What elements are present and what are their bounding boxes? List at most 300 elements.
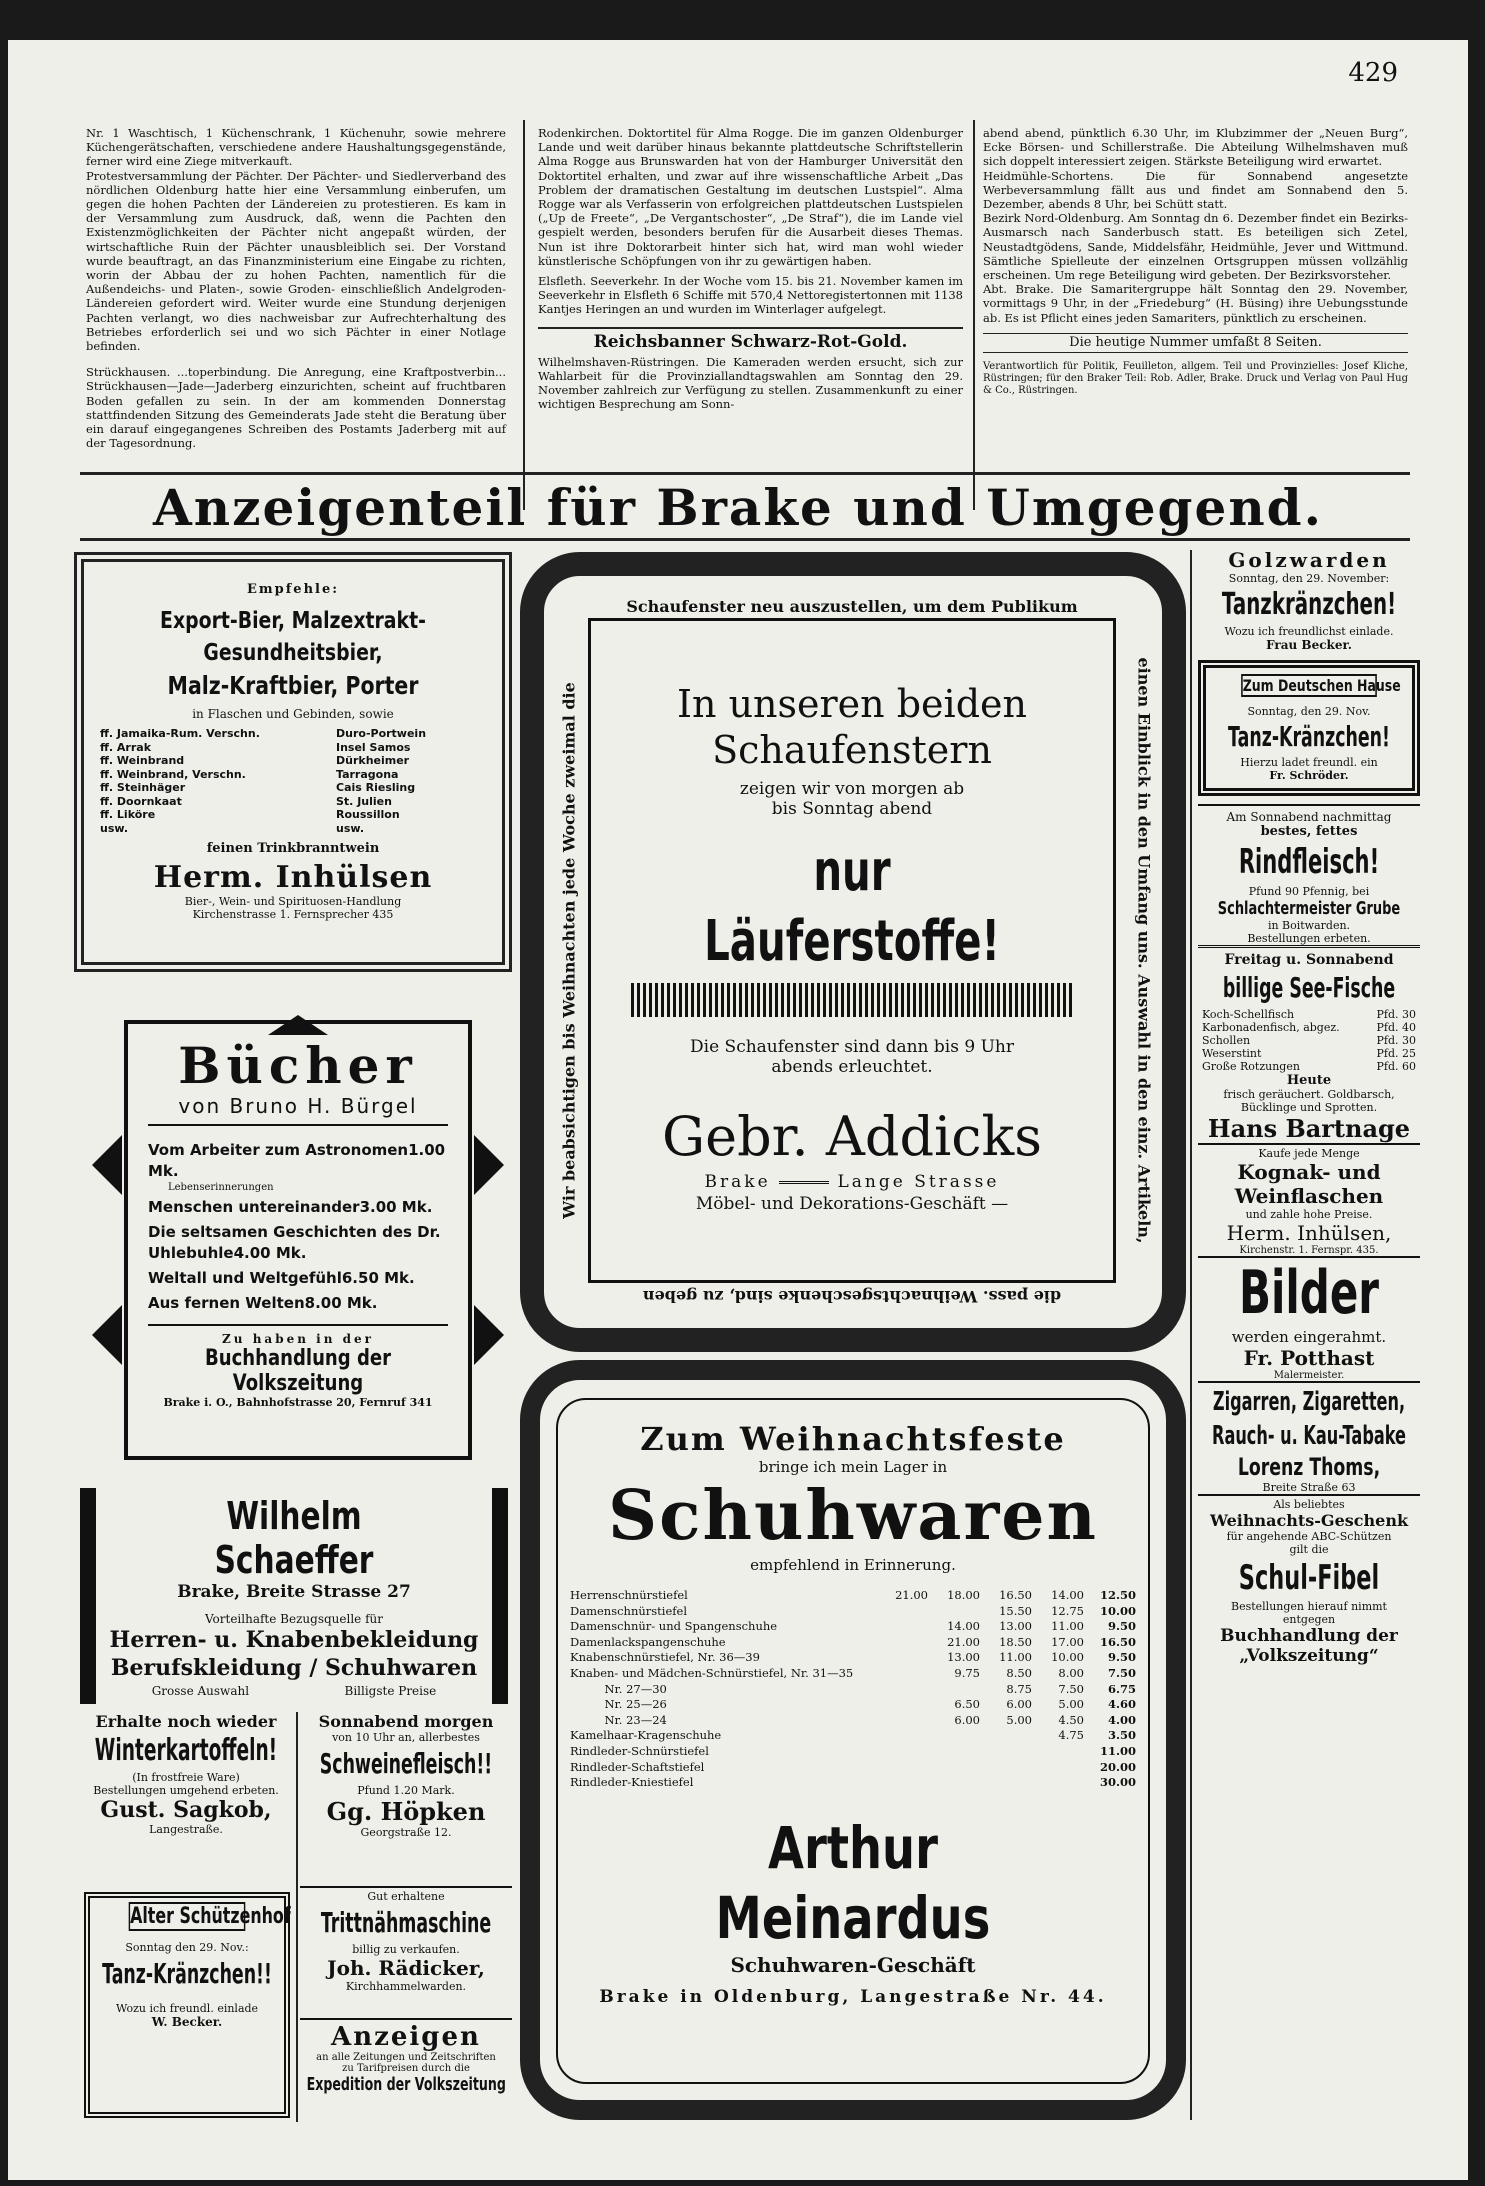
ad-text: Brake i. O., Bahnhofstrasse 20, Fernruf 341 bbox=[163, 1396, 433, 1409]
list-item: Cais Riesling bbox=[336, 781, 416, 794]
list-item: usw. bbox=[336, 821, 365, 835]
ad-text: zu Tarifpreisen durch die bbox=[342, 2063, 470, 2074]
list-item bbox=[148, 1197, 448, 1218]
ad-text: Langestraße. bbox=[149, 1823, 223, 1836]
ad-text: Schuhwaren-Geschäft bbox=[730, 1952, 976, 1977]
shoe-price: 18.00 bbox=[947, 1588, 980, 1602]
table-row bbox=[570, 1619, 1136, 1635]
ad-text: Bücklinge und Sprotten. bbox=[1240, 1101, 1378, 1114]
ad-company-name: Joh. Rädicker, bbox=[327, 1956, 485, 1980]
ad-company-name: Buchhandlung der bbox=[1220, 1626, 1398, 1646]
shoe-price: 4.75 bbox=[1058, 1728, 1084, 1743]
ad-company-name: Frau Becker. bbox=[1266, 638, 1352, 652]
table-row bbox=[570, 1666, 1136, 1682]
ad-company-name: Buchhandlung der Volkszeitung bbox=[204, 1346, 392, 1396]
ad-big-text: Weinflaschen bbox=[1234, 1184, 1384, 1208]
list-item bbox=[1202, 1008, 1416, 1021]
shoe-price: 6.75 bbox=[1107, 1681, 1136, 1696]
ad-text: Gut erhaltene bbox=[367, 1890, 445, 1903]
ad-addicks bbox=[559, 597, 1154, 1306]
shoe-price bbox=[876, 1728, 928, 1744]
fish-price-list bbox=[1198, 1008, 1420, 1073]
ad-big-text: billige See-Fische bbox=[1222, 971, 1396, 1004]
table-row bbox=[570, 1650, 1136, 1666]
ad-schaeffer bbox=[80, 1488, 508, 1704]
shoe-price: 14.00 bbox=[947, 1619, 980, 1634]
shoe-price: 21.00 bbox=[895, 1588, 928, 1602]
ad-text: bringe ich mein Lager in bbox=[758, 1458, 948, 1476]
list-item: ff. Jamaika-Rum. Verschn. bbox=[100, 727, 260, 740]
table-row bbox=[570, 1697, 1136, 1713]
ad-text: Erhalte noch wieder bbox=[95, 1712, 277, 1731]
shoe-price: 16.50 bbox=[1099, 1634, 1136, 1649]
shoe-type: Knaben- und Mädchen-Schnürstiefel, Nr. 31—35 bbox=[570, 1665, 854, 1680]
shoe-price bbox=[876, 1713, 928, 1729]
page-number: 429 bbox=[1348, 58, 1398, 88]
ad-big-text: Winterkartoffeln! bbox=[94, 1733, 278, 1768]
ad-potthast bbox=[1198, 1256, 1420, 1381]
ad-text: Breite Straße 63 bbox=[1262, 1481, 1356, 1494]
ad-frame-text: einen Einblick in den Umfang uns. Auswahl in den einz. Artikeln, bbox=[1134, 657, 1154, 1244]
shoe-price bbox=[876, 1682, 928, 1698]
ad-company-name: Expedition der Volkszeitung bbox=[306, 2074, 506, 2095]
shoe-price bbox=[1032, 1775, 1084, 1791]
item-name: Große Rotzungen bbox=[1202, 1060, 1300, 1073]
book-price: 3.00 Mk. bbox=[359, 1198, 433, 1216]
ad-text: Sonntag, den 29. Nov. bbox=[1247, 705, 1371, 718]
list-item: Roussillon bbox=[336, 808, 400, 821]
ad-text: von Bruno H. Bürgel bbox=[148, 1094, 448, 1126]
list-item: ff. Doornkaat bbox=[100, 794, 182, 808]
ad-big-text: Anzeigen bbox=[331, 2022, 481, 2052]
ad-footer bbox=[104, 1684, 484, 1698]
item-price: Pfd. 25 bbox=[1376, 1047, 1416, 1060]
reichsbanner-heading: Reichsbanner Schwarz-Rot-Gold. bbox=[538, 327, 963, 349]
ad-section-banner: Anzeigenteil für Brake und Umgegend. bbox=[152, 478, 1324, 537]
item-price: Pfd. 40 bbox=[1376, 1021, 1416, 1034]
ad-buecher bbox=[124, 1020, 472, 1460]
shoe-price: 12.50 bbox=[1099, 1588, 1136, 1602]
banner-rule bbox=[80, 538, 1410, 541]
ad-company-name: Gebr. Addicks bbox=[662, 1105, 1042, 1168]
shoe-price: 4.60 bbox=[1107, 1697, 1136, 1712]
ad-text: Bier-, Wein- und Spirituosen-Handlung bbox=[184, 895, 402, 908]
ad-text: für angehende ABC-Schützen bbox=[1226, 1530, 1392, 1543]
shoe-price bbox=[876, 1697, 928, 1713]
shoe-price bbox=[928, 1775, 980, 1791]
list-item bbox=[1202, 1034, 1416, 1047]
shoe-price: 20.00 bbox=[1099, 1759, 1136, 1774]
shoe-price bbox=[876, 1635, 928, 1651]
shoe-price bbox=[980, 1744, 1032, 1760]
shoe-price: 8.50 bbox=[1006, 1665, 1032, 1680]
shoe-price bbox=[928, 1760, 980, 1776]
shoe-price bbox=[1032, 1744, 1084, 1760]
ad-headline: Herren- u. Knabenbekleidung bbox=[109, 1627, 479, 1653]
spirits-list-left bbox=[100, 727, 260, 835]
ad-company-name: Herm. Inhülsen, bbox=[1226, 1221, 1392, 1245]
list-item: ff. Liköre bbox=[100, 808, 156, 821]
shoe-price bbox=[980, 1760, 1032, 1776]
shoe-price: 6.00 bbox=[1006, 1697, 1032, 1712]
shoe-price bbox=[1032, 1760, 1084, 1776]
page-count-note: Die heutige Nummer umfaßt 8 Seiten. bbox=[983, 333, 1408, 353]
shoe-price bbox=[876, 1744, 928, 1760]
ad-text: Bestellungen erbeten. bbox=[1198, 932, 1420, 948]
shoe-price: 12.75 bbox=[1051, 1603, 1084, 1618]
item-price: Pfd. 60 bbox=[1376, 1060, 1416, 1073]
right-ad-column bbox=[1198, 548, 1420, 2123]
ad-big-text: Zigarren, Zigaretten, bbox=[1212, 1387, 1406, 1417]
ad-text: Vorteilhafte Bezugsquelle für bbox=[204, 1612, 383, 1626]
column-divider bbox=[973, 120, 975, 510]
book-title: Vom Arbeiter zum Astronomen bbox=[148, 1141, 409, 1159]
shoe-price: 10.00 bbox=[1099, 1603, 1136, 1618]
ad-text: abends erleuchtet. bbox=[771, 1057, 933, 1077]
ad-text: Pfund 90 Pfennig, bei bbox=[1248, 885, 1370, 898]
list-item: ff. Weinbrand, Verschn. bbox=[100, 767, 246, 781]
ad-text: Hierzu ladet freundl. ein bbox=[1240, 756, 1378, 769]
shoe-price bbox=[876, 1666, 928, 1682]
ad-schulfibel bbox=[1198, 1494, 1420, 1666]
ad-text: gilt die bbox=[1289, 1543, 1329, 1556]
banner-rule bbox=[80, 472, 1410, 475]
ad-text: Empfehle: bbox=[246, 582, 340, 597]
ad-headline: Zum Weihnachtsfeste bbox=[640, 1420, 1066, 1458]
book-title: Die seltsamen Geschichten des Dr. Uhlebuhle bbox=[148, 1223, 441, 1262]
shoe-type: Nr. 23—24 bbox=[570, 1712, 667, 1727]
shoe-price: 7.50 bbox=[1058, 1681, 1084, 1696]
ad-headline: Schaufenstern bbox=[712, 728, 992, 772]
column-divider bbox=[523, 120, 525, 510]
item-name: Koch-Schellfisch bbox=[1202, 1008, 1295, 1021]
shoe-price: 5.00 bbox=[1006, 1712, 1032, 1727]
ad-text: Brake in Oldenburg, Langestraße Nr. 44. bbox=[599, 1986, 1107, 2007]
book-title: Weltall und Weltgefühl bbox=[148, 1269, 342, 1287]
ad-deutsches-haus bbox=[1198, 660, 1420, 796]
shoe-type: Nr. 25—26 bbox=[570, 1697, 667, 1712]
list-item bbox=[148, 1293, 448, 1314]
list-item: St. Julien bbox=[336, 794, 392, 808]
shoe-price: 9.50 bbox=[1107, 1650, 1136, 1665]
ad-big-text: Tanzkränzchen! bbox=[1221, 587, 1397, 622]
shoe-type: Rindleder-Schnürstiefel bbox=[570, 1743, 709, 1758]
ad-company-name: Hans Bartnage bbox=[1207, 1114, 1411, 1143]
news-paragraph: Elsfleth. Seeverkehr. In der Woche vom 15. bis 21. November kamen im Seeverkehr in Elsfleth 6 Schiffe mit 570,4 Nettoregistertonnen mit 1138 Kantjes Heringen an und wurden im Winterlager aufgelegt. bbox=[538, 274, 963, 317]
ad-big-text: Kognak- und bbox=[1237, 1160, 1381, 1184]
shoe-price: 21.00 bbox=[947, 1634, 980, 1649]
ad-headline: In unseren beiden bbox=[677, 682, 1027, 726]
news-paragraph: Wilhelmshaven-Rüstringen. Die Kameraden werden ersucht, sich zur Wahlarbeit für die Provinziallandtagswahlen am Sonntag den 29. November zahlreich zur Verfügung zu stellen. Zusammenkunft zu einer wichtigen Besprechung am Sonn- bbox=[538, 354, 963, 412]
ad-text: Sonnabend morgen bbox=[318, 1712, 494, 1731]
shoe-price bbox=[928, 1604, 980, 1620]
table-row bbox=[570, 1728, 1136, 1744]
ad-big-text: Trittnähmaschine bbox=[320, 1906, 492, 1939]
item-name: Weserstint bbox=[1202, 1047, 1262, 1060]
shoe-price bbox=[980, 1728, 1032, 1744]
ad-text: Pfund 1.20 Mark. bbox=[357, 1784, 455, 1797]
news-paragraph: Bezirk Nord-Oldenburg. Am Sonntag dn 6. Dezember findet ein Bezirks-Ausmarsch nach Sanderbusch statt. Es beteiligen sich Zetel, Neustadtgödens, Sande, Middelsfähr, Heidmühle, Jever und Wittmund. Sämtliche Spielleute der einzelnen Ortsgruppen müssen vollzählig erscheinen. Um rege Beteiligung wird gebeten. Der Bezirksvorsteher. bbox=[983, 211, 1408, 283]
shoe-type: Damenschnürstiefel bbox=[570, 1603, 687, 1618]
item-price: Pfd. 30 bbox=[1376, 1034, 1416, 1047]
ad-inhuelsen-small bbox=[1198, 1143, 1420, 1256]
ad-text: in Boitwarden. bbox=[1267, 919, 1351, 932]
shoe-price bbox=[876, 1760, 928, 1776]
ad-headline: Golzwarden bbox=[1228, 548, 1390, 572]
ad-meinardus bbox=[556, 1398, 1150, 2084]
ad-text: bestes, fettes bbox=[1260, 824, 1358, 839]
shoe-price: 9.75 bbox=[954, 1665, 980, 1680]
shoe-type: Kamelhaar-Kragenschuhe bbox=[570, 1728, 722, 1743]
news-column-1 bbox=[86, 126, 506, 450]
shoe-type: Rindleder-Schaftstiefel bbox=[570, 1759, 705, 1774]
ad-text: feinen Trinkbranntwein bbox=[206, 841, 380, 856]
ad-text: entgegen bbox=[1282, 1613, 1336, 1626]
book-price: 8.00 Mk. bbox=[304, 1294, 378, 1312]
ad-big-text: Rauch- u. Kau-Tabake bbox=[1212, 1421, 1406, 1451]
shoe-price: 13.00 bbox=[999, 1619, 1032, 1634]
column-divider bbox=[1190, 550, 1192, 2120]
ad-grube bbox=[1198, 804, 1420, 948]
book-price: 6.50 Mk. bbox=[341, 1269, 415, 1287]
imprint: Verantwortlich für Politik, Feuilleton, allgem. Teil und Provinzielles: Josef Kliche, Rüstringen; für den Braker Teil: Rob. Adler, Brake. Druck und Verlag von Paul Hug & Co., Rüstringen. bbox=[983, 361, 1408, 397]
shoe-price: 8.75 bbox=[1006, 1681, 1032, 1696]
shoe-price: 6.00 bbox=[954, 1712, 980, 1727]
news-column-3 bbox=[983, 126, 1408, 397]
shoe-price: 11.00 bbox=[1051, 1619, 1084, 1634]
shoe-price: 9.50 bbox=[1107, 1619, 1136, 1634]
ad-text: Malermeister. bbox=[1273, 1370, 1345, 1381]
ad-text: bis Sonntag abend bbox=[771, 799, 933, 819]
ad-thoms bbox=[1198, 1381, 1420, 1494]
ad-company-name: Wilhelm Schaeffer bbox=[214, 1494, 374, 1582]
list-item: Duro-Portwein bbox=[336, 727, 427, 740]
spirits-list-right bbox=[336, 727, 486, 835]
shoe-price bbox=[876, 1604, 928, 1620]
shoe-price: 4.50 bbox=[1058, 1712, 1084, 1727]
ad-company-name: Fr. Potthast bbox=[1243, 1346, 1375, 1370]
news-paragraph: Nr. 1 Waschtisch, 1 Küchenschrank, 1 Küchenuhr, sowie mehrere Küchengerätschaften, verschiedene andere Haushaltungsgegenstände, ferner wird eine Ziege mitverkauft. bbox=[86, 126, 506, 169]
ad-company-name: Lorenz Thoms, bbox=[1237, 1453, 1381, 1481]
newspaper-page bbox=[8, 40, 1468, 2180]
table-row bbox=[570, 1775, 1136, 1791]
list-item bbox=[1202, 1047, 1416, 1060]
ad-text: Sonntag, den 29. November: bbox=[1228, 572, 1390, 585]
news-paragraph: Strückhausen. ...toperbindung. Die Anregung, eine Kraftpostverbin... Strückhausen—Jade—Jaderberg einzurichten, scheint auf fruchtbaren Boden gefallen zu sein. In der am kommenden Donnerstag stattfindenden Sitzung des Gemeinderats Jade steht die Beratung über ein darauf eingegangenes Schreiben des Postamts Jaderberg mit auf der Tagesordnung. bbox=[86, 365, 506, 451]
ad-text: Am Sonnabend nachmittag bbox=[1226, 810, 1392, 824]
table-row bbox=[570, 1682, 1136, 1698]
ad-text: Heute bbox=[1286, 1073, 1332, 1088]
ad-hoepken bbox=[300, 1712, 512, 1882]
shoe-type: Damenlackspangenschuhe bbox=[570, 1634, 726, 1649]
ad-company-name: Gust. Sagkob, bbox=[100, 1797, 272, 1823]
ad-sagkob bbox=[80, 1712, 292, 1882]
shoe-price bbox=[928, 1728, 980, 1744]
shoe-price bbox=[876, 1619, 928, 1635]
ad-text: Zu haben in der bbox=[222, 1332, 374, 1346]
book-price: 4.00 Mk. bbox=[233, 1244, 307, 1262]
ad-company-name: Gg. Höpken bbox=[326, 1797, 486, 1826]
ad-text: Lange Strasse bbox=[837, 1172, 1000, 1192]
table-row bbox=[570, 1760, 1136, 1776]
ad-headline: Alter Schützenhof bbox=[130, 1904, 291, 1929]
shoe-price: 10.00 bbox=[1051, 1650, 1084, 1665]
news-paragraph: Rodenkirchen. Doktortitel für Alma Rogge. Die im ganzen Oldenburger Lande und weit darüber hinaus bekannte plattdeutsche Schriftstellerin Alma Rogge aus Brunswarden hat von der Hamburger Universität den Doktortitel erhalten, und zwar auf ihre wissenschaftliche Arbeit „Das Problem der dramatischen Gestaltung im deutschen Lustspiel“. Alma Rogge war als Verfasserin von erfolgreichen plattdeutschen Lustspielen („Up de Freete“, „De Vergantschoster“, „De Straf“), die im Lande viel gespielt werden, besonders berufen für die Ausarbeit dieses Themas. Nun ist ihre Doktorarbeit hinter sich hat, wird man wohl wieder künstlerische Schöpfungen von ihr zu gewärtigen haben. bbox=[538, 126, 963, 268]
table-row bbox=[570, 1713, 1136, 1729]
list-item: Tarragona bbox=[336, 767, 399, 781]
shoe-price: 13.00 bbox=[947, 1650, 980, 1665]
table-row bbox=[570, 1744, 1136, 1760]
shoe-type: Damenschnür- und Spangenschuhe bbox=[570, 1619, 778, 1634]
ad-text: frisch geräuchert. Goldbarsch, bbox=[1223, 1088, 1395, 1101]
table-row bbox=[570, 1635, 1136, 1651]
item-name: Schollen bbox=[1202, 1034, 1251, 1047]
ad-big-text: Rindfleisch! bbox=[1238, 842, 1380, 882]
shoe-price: 11.00 bbox=[999, 1650, 1032, 1665]
stripe-bar bbox=[631, 983, 1073, 1017]
shoe-price: 5.00 bbox=[1058, 1697, 1084, 1712]
ad-text: Georgstraße 12. bbox=[360, 1826, 452, 1839]
ad-company-name: Arthur Meinardus bbox=[715, 1813, 991, 1952]
column-divider bbox=[296, 1712, 298, 2122]
shoe-price-table bbox=[570, 1588, 1136, 1791]
ad-text: Sonntag den 29. Nov.: bbox=[125, 1941, 249, 1954]
ad-text: Brake, Breite Strasse 27 bbox=[177, 1582, 411, 1602]
shoe-price: 11.00 bbox=[1099, 1743, 1136, 1758]
ad-text: Bestellungen umgehend erbeten. bbox=[93, 1784, 279, 1797]
ad-inhuelsen bbox=[74, 552, 512, 972]
ad-text: Freitag u. Sonnabend bbox=[1224, 952, 1394, 968]
shoe-price bbox=[928, 1682, 980, 1698]
ad-frame-text: Schaufenster neu auszustellen, um dem Publikum bbox=[626, 597, 1078, 616]
item-name: Karbonadenfisch, abgez. bbox=[1202, 1021, 1340, 1034]
ad-frame-text: die pass. Weihnachtsgeschenke sind, zu geben bbox=[642, 1287, 1062, 1306]
ad-big-text: Tanz-Kränzchen!! bbox=[102, 1957, 272, 1990]
book-list bbox=[148, 1140, 448, 1314]
ad-headline: Malz-Kraftbier, Porter bbox=[167, 671, 419, 700]
book-price: 1.00 Mk. bbox=[148, 1141, 446, 1180]
shoe-type: Herrenschnürstiefel bbox=[570, 1588, 688, 1602]
list-item: ff. Arrak bbox=[100, 740, 152, 754]
ad-text: Kirchenstrasse 1. Fernsprecher 435 bbox=[192, 908, 394, 921]
ad-text: Brake bbox=[704, 1172, 771, 1192]
ad-text: an alle Zeitungen und Zeitschriften bbox=[316, 2052, 496, 2063]
ad-company-name: W. Becker. bbox=[151, 2015, 223, 2029]
shoe-type: Rindleder-Kniestiefel bbox=[570, 1775, 694, 1790]
ad-text: von 10 Uhr an, allerbestes bbox=[332, 1731, 480, 1744]
ad-headline: Export-Bier, Malzextrakt-Gesundheitsbier, bbox=[160, 608, 426, 666]
ad-text: werden eingerahmt. bbox=[1231, 1328, 1387, 1346]
list-item bbox=[1202, 1060, 1416, 1073]
shoe-price: 14.00 bbox=[1051, 1588, 1084, 1602]
shoe-type: Knabenschnürstiefel, Nr. 36—39 bbox=[570, 1650, 760, 1665]
ad-text: in Flaschen und Gebinden, sowie bbox=[192, 707, 394, 721]
ad-company-name: Fr. Schröder. bbox=[1269, 769, 1349, 782]
ad-big-text: Schul-Fibel bbox=[1238, 1558, 1380, 1598]
double-rule bbox=[779, 1181, 829, 1184]
ad-raedicker bbox=[300, 1886, 512, 2016]
ad-address bbox=[591, 1172, 1113, 1192]
shoe-type: Nr. 27—30 bbox=[570, 1681, 667, 1696]
ad-text: zeigen wir von morgen ab bbox=[739, 779, 965, 799]
shoe-price: 3.50 bbox=[1107, 1728, 1136, 1743]
book-note: Lebenserinnerungen bbox=[168, 1182, 274, 1193]
shoe-price: 16.50 bbox=[999, 1588, 1032, 1602]
shoe-price bbox=[928, 1744, 980, 1760]
list-item: ff. Weinbrand bbox=[100, 754, 185, 767]
shoe-price: 30.00 bbox=[1099, 1775, 1136, 1790]
ad-text: (In frostfreie Ware) bbox=[132, 1771, 240, 1784]
shoe-price: 15.50 bbox=[999, 1603, 1032, 1618]
shoe-price: 7.50 bbox=[1107, 1665, 1136, 1680]
ad-text: Wozu ich freundl. einlade bbox=[115, 2002, 259, 2015]
ad-headline: Bücher bbox=[178, 1036, 418, 1095]
ad-text: Als beliebtes bbox=[1273, 1498, 1345, 1511]
ad-big-text: Tanz-Kränzchen! bbox=[1228, 720, 1390, 753]
ad-text: Die Schaufenster sind dann bis 9 Uhr bbox=[690, 1037, 1014, 1057]
list-item: usw. bbox=[100, 821, 129, 835]
news-paragraph: Abt. Brake. Die Samaritergruppe hält Sonntag den 29. November, vormittags 9 Uhr, in der „Friedeburg“ (H. Büsing) ihre Uebungsstunde ab. Es ist Pflicht eines jeden Samariters, pünktlich zu erscheinen. bbox=[983, 282, 1408, 325]
table-row bbox=[570, 1604, 1136, 1620]
list-item: Dürkheimer bbox=[336, 754, 410, 767]
news-paragraph: Heidmühle-Schortens. Die für Sonnabend angesetzte Werbeversammlung fällt aus und findet am Sonnabend den 5. Dezember, abends 8 Uhr, bei Schütt statt. bbox=[983, 168, 1408, 212]
book-title: Menschen untereinander bbox=[148, 1198, 360, 1216]
ad-text: Kaufe jede Menge bbox=[1258, 1147, 1360, 1160]
list-item: Insel Samos bbox=[336, 740, 411, 754]
shoe-price bbox=[980, 1775, 1032, 1791]
ad-text: Wozu ich freundlichst einlade. bbox=[1224, 625, 1394, 638]
ad-bartnage bbox=[1198, 948, 1420, 1143]
shoe-price: 17.00 bbox=[1051, 1634, 1084, 1649]
shoe-price: 4.00 bbox=[1107, 1712, 1136, 1727]
shoe-price: 18.50 bbox=[999, 1634, 1032, 1649]
list-item: ff. Steinhäger bbox=[100, 781, 186, 794]
list-item bbox=[148, 1268, 448, 1289]
ad-text: billig zu verkaufen. bbox=[352, 1943, 460, 1956]
shoe-price bbox=[876, 1650, 928, 1666]
ad-company-name: Herm. Inhülsen bbox=[153, 860, 433, 895]
ad-headline: Zum Deutschen Hause bbox=[1242, 676, 1401, 695]
list-item bbox=[148, 1222, 448, 1264]
ad-big-text: Weihnachts-Geschenk bbox=[1209, 1511, 1409, 1530]
list-item bbox=[1202, 1021, 1416, 1034]
shoe-price bbox=[876, 1775, 928, 1791]
ad-text: Kirchenstr. 1. Fernspr. 435. bbox=[1239, 1245, 1379, 1256]
book-title: Aus fernen Welten bbox=[148, 1294, 305, 1312]
ad-big-text: nur Läuferstoffe! bbox=[704, 839, 1000, 974]
ad-text: Kirchhammelwarden. bbox=[345, 1980, 467, 1993]
news-column-2 bbox=[538, 126, 963, 412]
ad-big-text: Schuhwaren bbox=[608, 1476, 1098, 1556]
shoe-price: 6.50 bbox=[954, 1697, 980, 1712]
ad-headline: Berufskleidung / Schuhwaren bbox=[110, 1655, 478, 1681]
list-item bbox=[148, 1140, 448, 1182]
ad-company-name: „Volkszeitung“ bbox=[1239, 1646, 1379, 1666]
ad-frame-text: Wir beabsichtigen bis Weihnachten jede Woche zweimal die bbox=[559, 682, 579, 1219]
shoe-price: 8.00 bbox=[1058, 1665, 1084, 1680]
ad-text: Möbel- und Dekorations-Geschäft — bbox=[695, 1194, 1009, 1214]
table-row bbox=[570, 1588, 1136, 1604]
ad-anzeigen bbox=[300, 2018, 512, 2122]
ad-big-text: Schweinefleisch!! bbox=[319, 1747, 493, 1780]
ad-text: Bestellungen hierauf nimmt bbox=[1231, 1600, 1387, 1613]
ad-text: Billigste Preise bbox=[344, 1684, 437, 1698]
ad-text: empfehlend in Erinnerung. bbox=[750, 1556, 956, 1574]
ad-company-name: Schlachtermeister Grube bbox=[1217, 898, 1401, 919]
ad-text: und zahle hohe Preise. bbox=[1245, 1208, 1373, 1221]
ad-text: Grosse Auswahl bbox=[151, 1684, 250, 1698]
news-paragraph: Protestversammlung der Pächter. Der Pächter- und Siedlerverband des nördlichen Oldenburg hatte hier eine Versammlung einberufen, um gegen die hohen Pachten der Ländereien zu protestieren. Es kam in der Versammlung zum Ausdruck, daß, wenn die Pachten den Existenzmöglichkeiten der Pächter nicht angepaßt würden, der wirtschaftliche Ruin der Pächter unausbleiblich sei. Der Vorstand wurde beauftragt, an das Finanzministerium eine Eingabe zu richten, worin der Abbau der zu hohen Pachten, namentlich für die Außendeichs- und Platen-, sowie Groden- einschließlich Andelgroden-Ländereien gefordert wird. Weiter wurde eine Stundung derjenigen Pachten verlangt, wo dies nachweisbar zur Aufrechterhaltung des Betriebes erforderlich sei und wo sich Pächter in einer Notlage befinden. bbox=[86, 168, 506, 354]
